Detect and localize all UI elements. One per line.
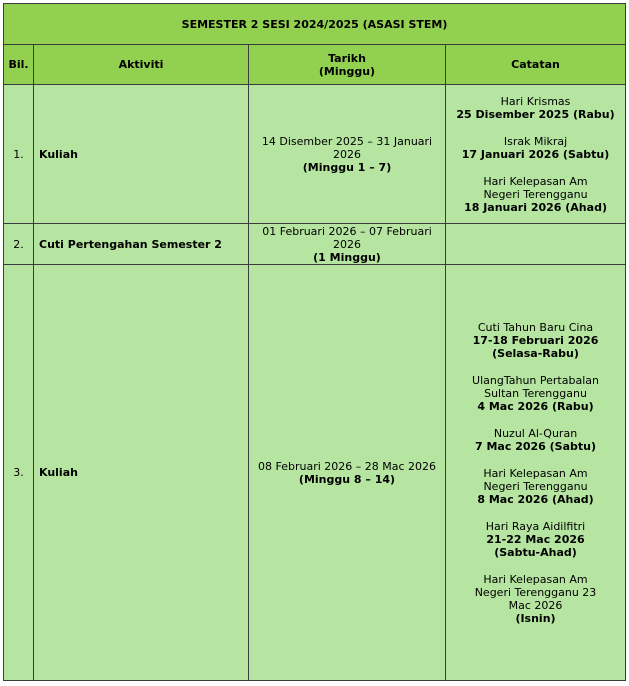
note-date: 7 Mac 2026 (Sabtu)	[475, 439, 597, 453]
note-date: 17-18 Februari 2026	[472, 333, 599, 347]
week-range: (Minggu 8 – 14)	[298, 472, 396, 486]
row-date	[249, 224, 446, 265]
note-date: 8 Mac 2026 (Ahad)	[477, 492, 594, 506]
note-day: (Sabtu-Ahad)	[494, 545, 577, 559]
row-notes	[446, 85, 626, 224]
note-date: 21-22 Mac 2026	[486, 532, 585, 546]
row-number: 1.	[4, 85, 34, 224]
table-row	[4, 224, 626, 265]
note-date: 4 Mac 2026 (Rabu)	[477, 399, 594, 413]
title-row	[4, 4, 626, 45]
row-number: 2.	[4, 224, 34, 265]
note-date: 17 Januari 2026 (Sabtu)	[461, 147, 610, 161]
row-date	[249, 265, 446, 681]
row-notes	[446, 265, 626, 681]
header-aktiviti: Aktiviti	[34, 45, 249, 85]
date-range: 01 Februari 2026 – 07 Februari 2026	[262, 224, 432, 251]
note-day: (Isnin)	[515, 611, 556, 625]
row-notes	[446, 224, 626, 265]
week-range: (1 Minggu)	[313, 250, 381, 264]
table-title: SEMESTER 2 SESI 2024/2025 (ASASI STEM)	[4, 4, 626, 45]
date-range: 08 Februari 2026 – 28 Mac 2026	[257, 459, 437, 473]
header-tarikh	[249, 45, 446, 85]
row-activity: Kuliah	[34, 85, 249, 224]
note-name: Hari Kelepasan Am Negeri Terengganu	[483, 174, 588, 201]
row-date	[249, 85, 446, 224]
date-range: 14 Disember 2025 – 31 Januari 2026	[261, 134, 433, 161]
row-number: 3.	[4, 265, 34, 681]
header-catatan: Catatan	[446, 45, 626, 85]
week-range: (Minggu 1 – 7)	[302, 160, 392, 174]
note-name: Hari Raya Aidilfitri	[485, 519, 586, 533]
note-name: Hari Kelepasan Am Negeri Terengganu 23 Mac 2026	[474, 572, 597, 612]
table-row	[4, 265, 626, 681]
schedule-table	[3, 3, 626, 681]
header-row	[4, 45, 626, 85]
header-tarikh-label: Tarikh	[328, 51, 366, 65]
header-minggu-label: (Minggu)	[318, 64, 376, 78]
header-bil: Bil.	[4, 45, 34, 85]
note-name: Hari Krismas	[500, 94, 571, 108]
note-name: Nuzul Al-Quran	[493, 426, 578, 440]
note-day: (Selasa-Rabu)	[492, 346, 579, 360]
note-name: Cuti Tahun Baru Cina	[477, 320, 594, 334]
note-date: 25 Disember 2025 (Rabu)	[456, 107, 615, 121]
table-row	[4, 85, 626, 224]
row-activity: Cuti Pertengahan Semester 2	[34, 224, 249, 265]
note-date: 18 Januari 2026 (Ahad)	[464, 200, 607, 214]
note-name: UlangTahun Pertabalan Sultan Terengganu	[472, 373, 599, 400]
row-activity: Kuliah	[34, 265, 249, 681]
note-name: Hari Kelepasan Am Negeri Terengganu	[483, 466, 588, 493]
note-name: Israk Mikraj	[503, 134, 568, 148]
